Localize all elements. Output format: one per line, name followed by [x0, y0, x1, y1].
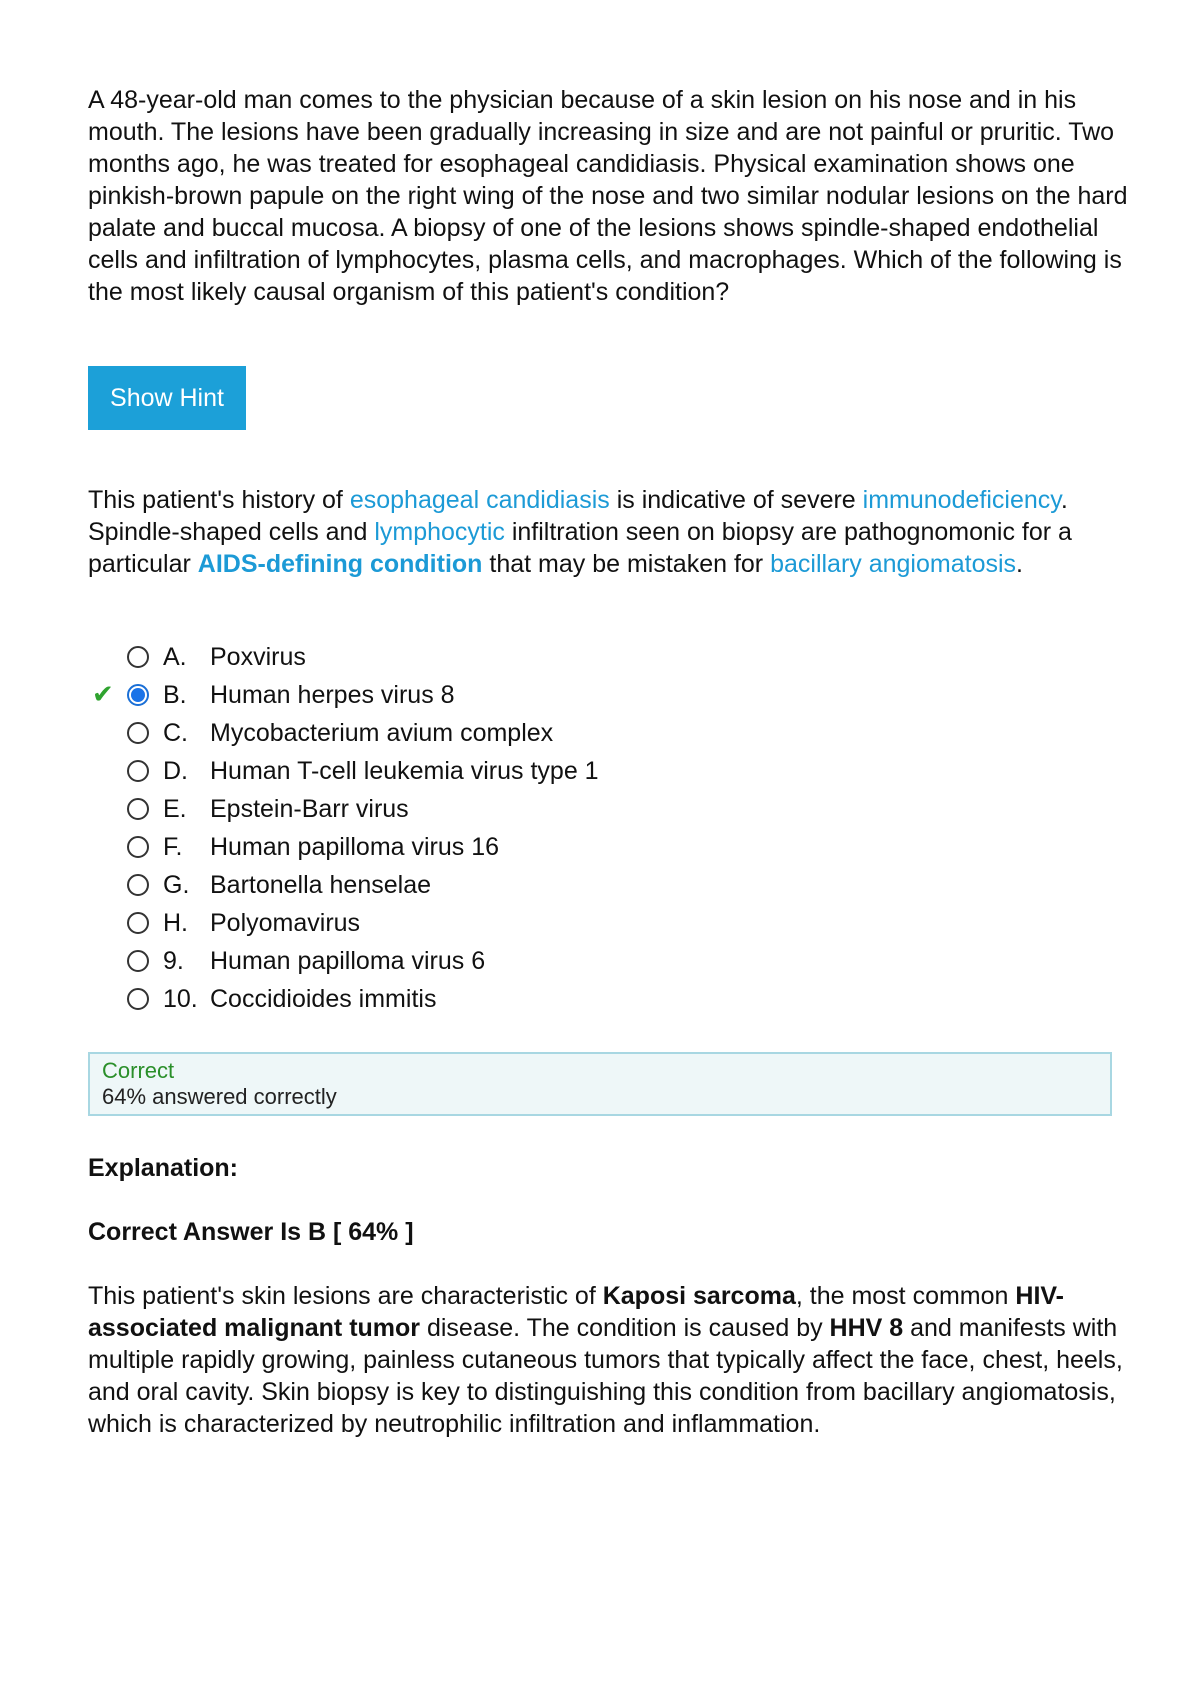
percent-correct-stat: 64% answered correctly	[102, 1084, 337, 1109]
radio-button[interactable]	[127, 836, 149, 858]
option-text: Human papilloma virus 6	[210, 947, 486, 975]
answer-option-a[interactable]	[88, 638, 1088, 676]
radio-button-selected[interactable]	[127, 684, 149, 706]
answer-option-e[interactable]	[88, 790, 1088, 828]
radio-button[interactable]	[127, 912, 149, 934]
explanation-text	[88, 1280, 1138, 1440]
correct-answer-heading: Correct Answer Is B [ 64% ]	[88, 1218, 414, 1246]
option-letter: F.	[163, 833, 183, 861]
answer-option-c[interactable]	[88, 714, 1088, 752]
hint-text-part: is indicative of severe	[609, 486, 863, 514]
option-letter: G.	[163, 871, 190, 899]
show-hint-button[interactable]: Show Hint	[88, 366, 246, 430]
result-box	[88, 1052, 1112, 1116]
explanation-bold-term: HHV 8	[829, 1314, 904, 1342]
radio-button[interactable]	[127, 722, 149, 744]
answer-option-10[interactable]	[88, 980, 1088, 1018]
question-stem: A 48-year-old man comes to the physician because of a skin lesion on his nose and in his mouth. The lesions have been gradually increasing in size and are not painful or pruritic. Two months ago, he was treated for esophageal candidiasis. Physical examination shows one pinkish-brown papule on the right wing of the nose and two similar nodular lesions on the hard palate and buccal mucosa. A biopsy of one of the lesions shows spindle-shaped endothelial cells and infiltration of lymphocytes, plasma cells, and macrophages. Which of the following is the most likely causal organism of this patient's condition?	[88, 86, 1128, 306]
answer-option-f[interactable]	[88, 828, 1088, 866]
option-letter: H.	[163, 909, 188, 937]
hint-link-bacillary-angiomatosis[interactable]: bacillary angiomatosis	[770, 550, 1017, 578]
option-letter: C.	[163, 719, 188, 747]
radio-button[interactable]	[127, 988, 149, 1010]
option-text: Human papilloma virus 16	[210, 833, 500, 861]
explanation-heading: Explanation:	[88, 1154, 239, 1182]
explanation-text-part: disease. The condition is caused by	[420, 1314, 830, 1342]
answer-option-h[interactable]	[88, 904, 1088, 942]
option-text: Coccidioides immitis	[210, 985, 437, 1013]
answer-option-g[interactable]	[88, 866, 1088, 904]
option-letter: 10.	[163, 985, 198, 1013]
option-letter: 9.	[163, 947, 184, 975]
hint-text-part: .	[1016, 550, 1023, 578]
option-text: Human T-cell leukemia virus type 1	[210, 757, 599, 785]
radio-button[interactable]	[127, 798, 149, 820]
option-text: Bartonella henselae	[210, 871, 431, 899]
radio-button[interactable]	[127, 950, 149, 972]
option-text: Polyomavirus	[210, 909, 361, 937]
checkmark-icon: ✔	[92, 680, 114, 710]
hint-link-lymphocytic[interactable]: lymphocytic	[374, 518, 505, 546]
option-text: Epstein-Barr virus	[210, 795, 409, 823]
option-letter: B.	[163, 681, 187, 709]
explanation-text-part: This patient's skin lesions are characteristic of	[88, 1282, 603, 1310]
hint-link-immunodeficiency[interactable]: immunodeficiency	[862, 486, 1061, 514]
option-letter: A.	[163, 643, 187, 671]
hint-text-part: infiltration seen on biopsy are pathognomonic for a particular	[88, 518, 1072, 578]
option-text: Poxvirus	[210, 643, 306, 671]
result-status: Correct	[102, 1058, 175, 1083]
option-letter: E.	[163, 795, 187, 823]
radio-button[interactable]	[127, 646, 149, 668]
hint-text	[88, 484, 1138, 580]
option-text: Human herpes virus 8	[210, 681, 455, 709]
explanation-bold-term: Kaposi sarcoma	[602, 1282, 796, 1310]
hint-text-part: This patient's history of	[88, 486, 350, 514]
explanation-text-part: , the most common	[795, 1282, 1016, 1310]
option-letter: D.	[163, 757, 188, 785]
answer-options	[88, 638, 1088, 1018]
answer-option-9[interactable]	[88, 942, 1088, 980]
option-text: Mycobacterium avium complex	[210, 719, 554, 747]
radio-button[interactable]	[127, 760, 149, 782]
answer-option-b[interactable]	[88, 676, 1088, 714]
hint-text-part: that may be mistaken for	[482, 550, 771, 578]
radio-button[interactable]	[127, 874, 149, 896]
explanation-bold-term: HIV-associated malignant tumor	[88, 1282, 1065, 1342]
hint-link-esophageal-candidiasis[interactable]: esophageal candidiasis	[349, 486, 610, 514]
hint-text-part: . Spindle-shaped cells and	[88, 486, 1068, 546]
answer-option-d[interactable]	[88, 752, 1088, 790]
hint-link-aids-defining-condition[interactable]: AIDS-defining condition	[197, 550, 483, 578]
explanation-text-part: and manifests with multiple rapidly growing, painless cutaneous tumors that typically affect the face, chest, heels, and oral cavity. Skin biopsy is key to distinguishing this condition from bacillary angiomatosis, which is characterized by neutrophilic infiltration and inflammation.	[88, 1314, 1123, 1438]
